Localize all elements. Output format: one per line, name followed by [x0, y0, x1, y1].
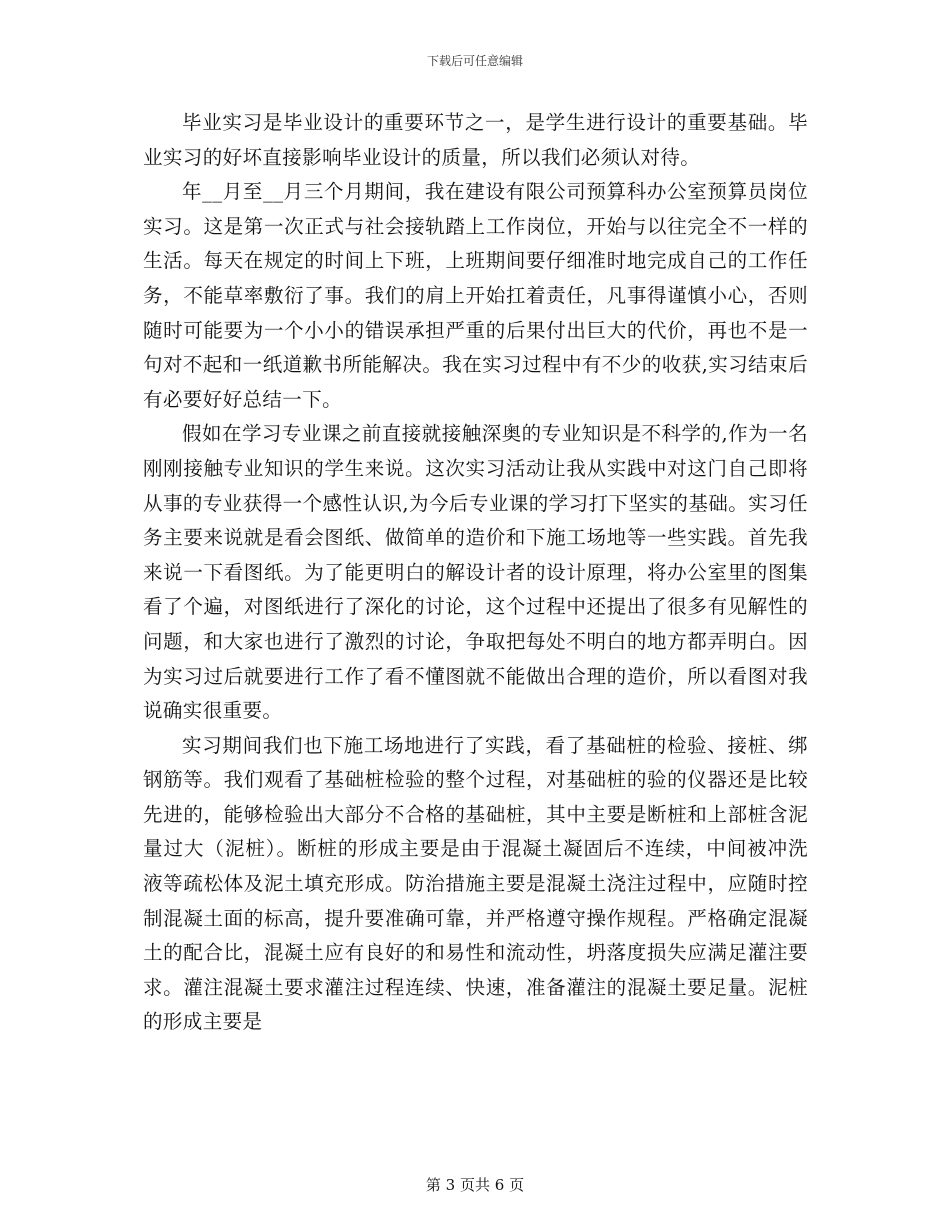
paragraph: 毕业实习是毕业设计的重要环节之一，是学生进行设计的重要基础。毕业实习的好坏直接影响毕业设计的质量，所以我们必须认对待。 [143, 111, 808, 169]
page-number: 第 3 页共 6 页 [425, 1176, 525, 1194]
paragraph: 假如在学习专业课之前直接就接触深奥的专业知识是不科学的,作为一名刚刚接触专业知识的学生来说。这次实习活动让我从实践中对这门自己即将从事的专业获得一个感性认识,为今后专业课的学习打下坚实的基础。实习任务主要来说就是看会图纸、做简单的造价和下施工场地等一些实践。首先我来说一下看图纸。为了能更明白的解设计者的设计原理，将办公室里的图集看了个遍，对图纸进行了深化的讨论，这个过程中还提出了很多有见解性的问题，和大家也进行了激烈的讨论，争取把每处不明白的地方都弄明白。因为实习过后就要进行工作了看不懂图就不能做出合理的造价，所以看图对我说确实很重要。 [143, 422, 808, 723]
paragraph: 实习期间我们也下施工场地进行了实践，看了基础桩的检验、接桩、绑钢筋等。我们观看了基础桩检验的整个过程，对基础桩的验的仪器还是比较先进的，能够检验出大部分不合格的基础桩，其中主要是断桩和上部桩含泥量过大（泥桩）。断桩的形成主要是由于混凝土凝固后不连续，中间被冲洗液等疏松体及泥土填充形成。防治措施主要是混凝土浇注过程中，应随时控制混凝土面的标高，提升要准确可靠，并严格遵守操作规程。严格确定混凝土的配合比，混凝土应有良好的和易性和流动性，坍落度损失应满足灌注要求。灌注混凝土要求灌注过程连续、快速，准备灌注的混凝土要足量。泥桩的形成主要是 [143, 733, 808, 1034]
paragraph: 年__月至__月三个月期间，我在建设有限公司预算科办公室预算员岗位实习。这是第一次正式与社会接轨踏上工作岗位，开始与以往完全不一样的生活。每天在规定的时间上下班，上班期间要仔细准时地完成自己的工作任务，不能草率敷衍了事。我们的肩上开始扛着责任，凡事得谨慎小心，否则随时可能要为一个小小的错误承担严重的后果付出巨大的代价，再也不是一句对不起和一纸道歉书所能解决。我在实习过程中有不少的收获,实习结束后有必要好好总结一下。 [143, 180, 808, 411]
page-header: 下载后可任意编辑 [426, 54, 523, 68]
document-body [143, 106, 808, 1040]
